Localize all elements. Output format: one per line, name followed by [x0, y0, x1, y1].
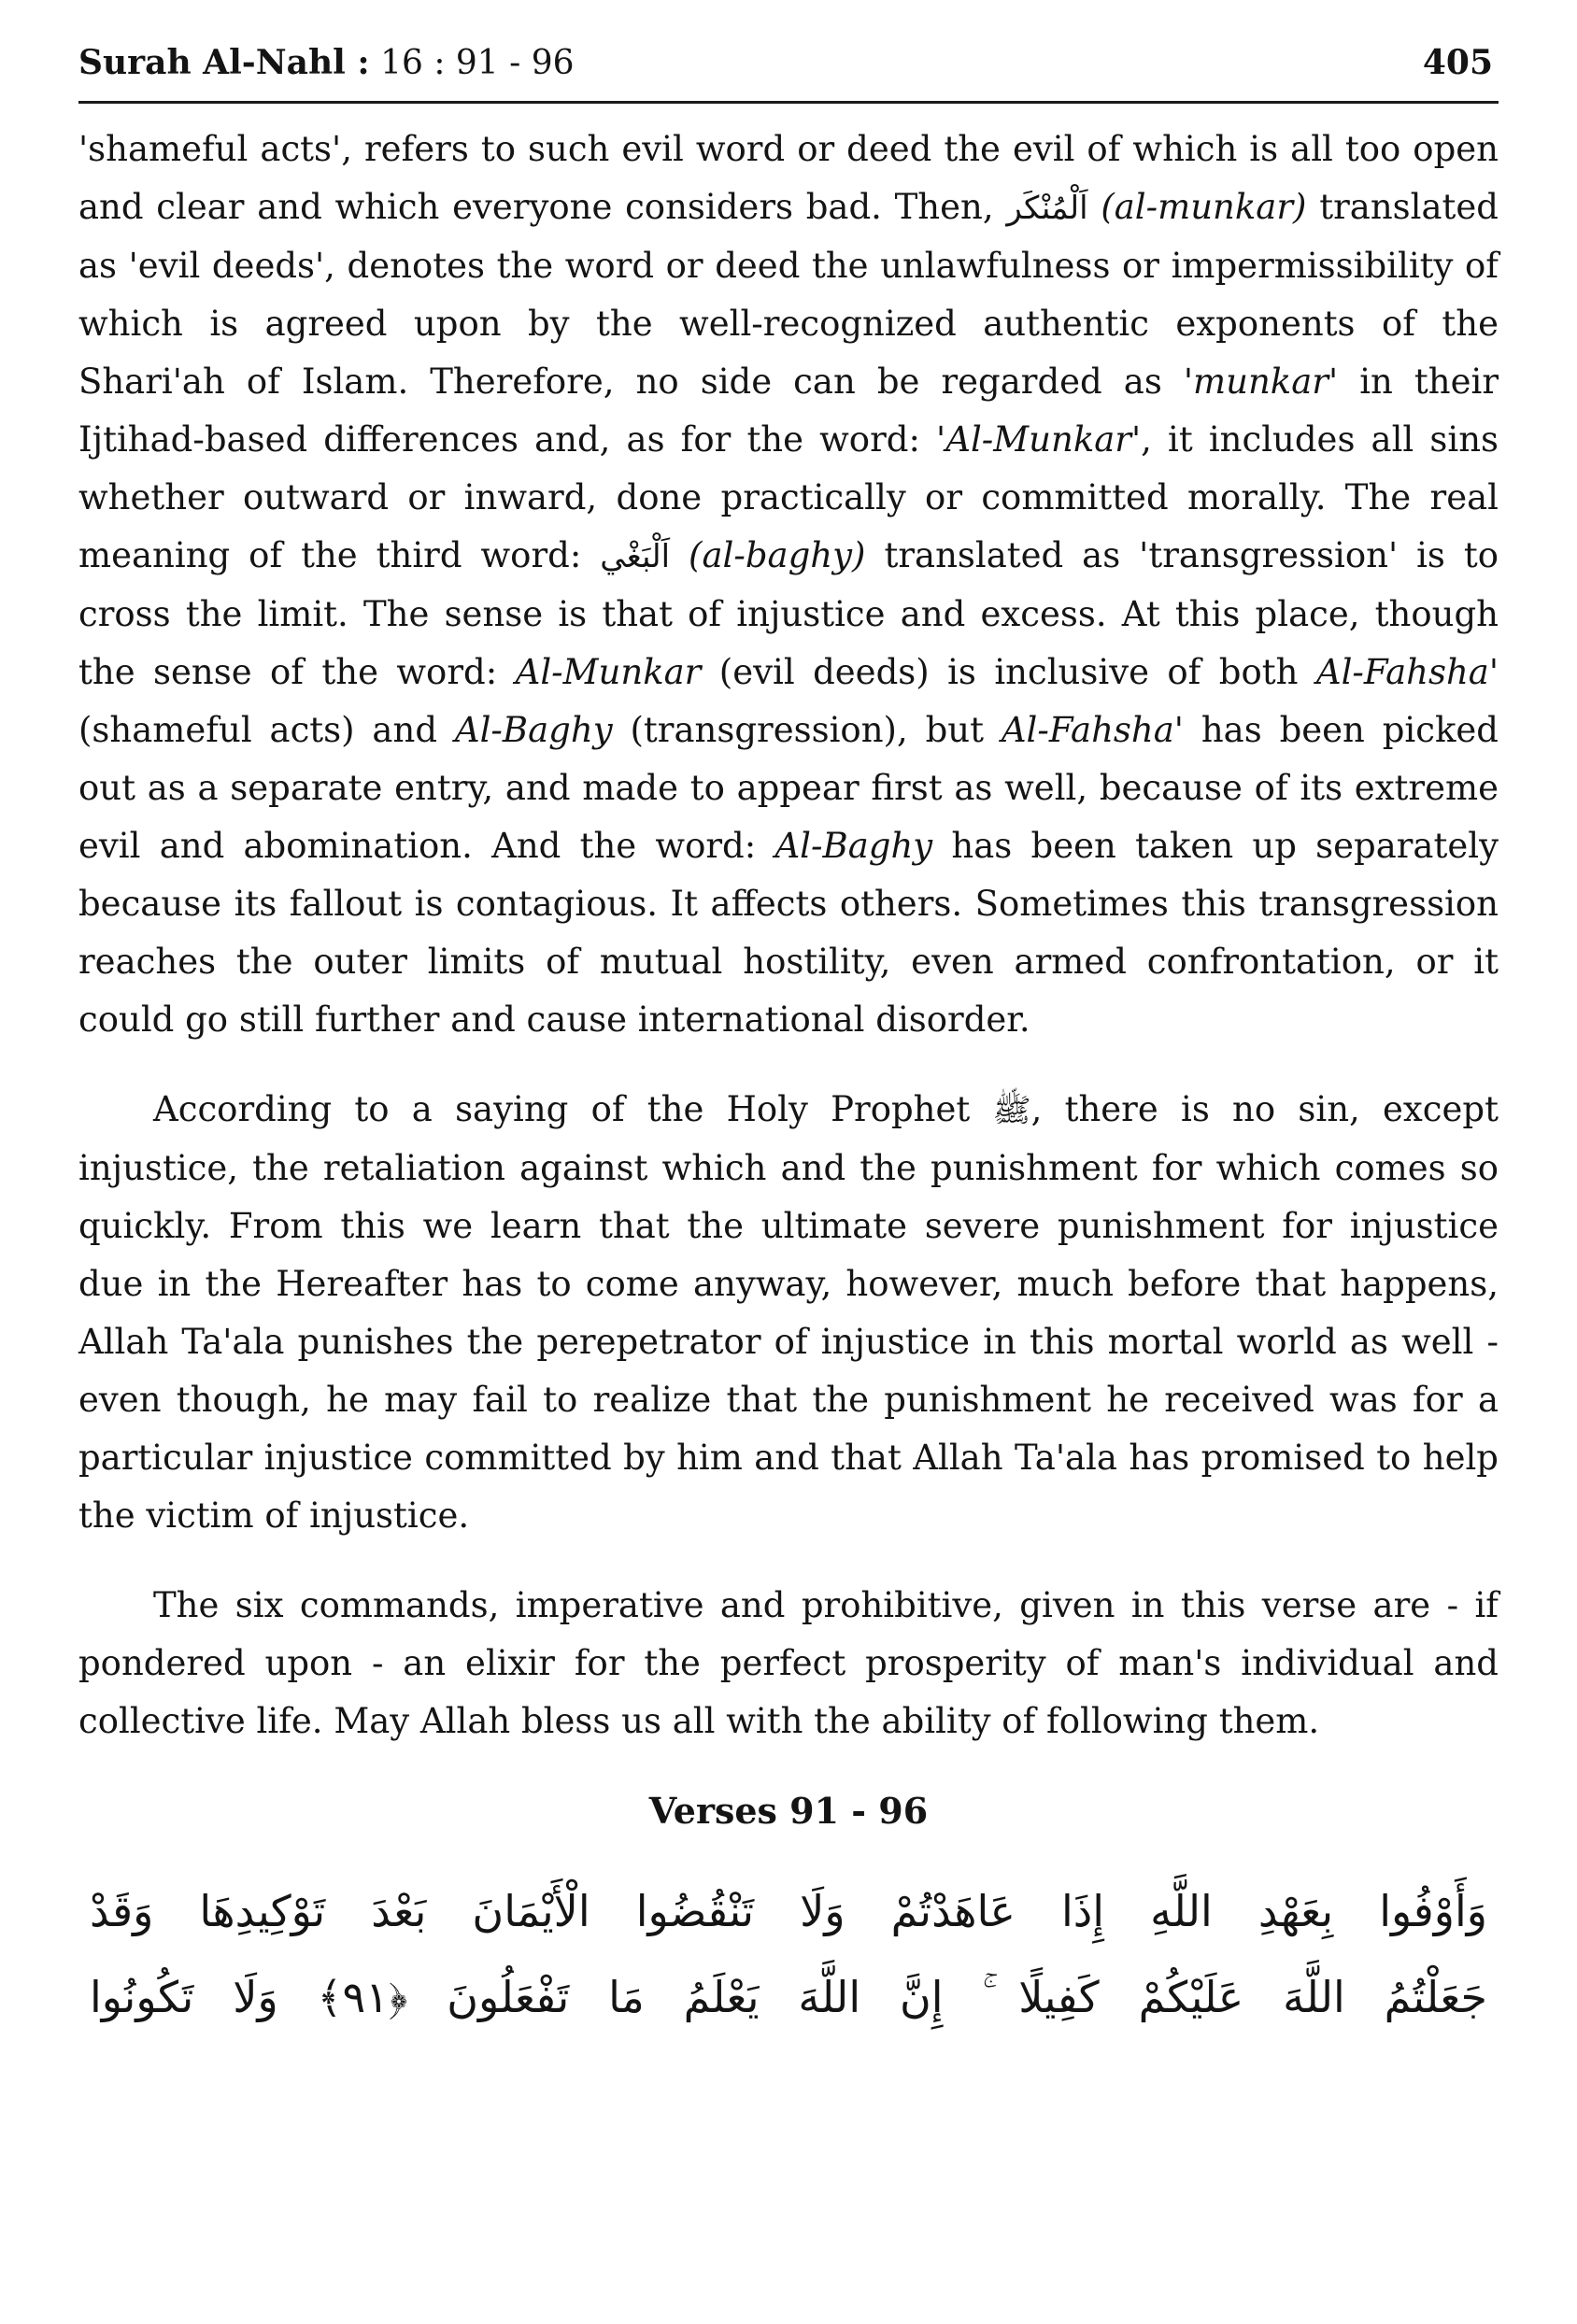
- salutation-symbol: ﷺ: [992, 1092, 1031, 1129]
- chapter-title: [78, 43, 575, 82]
- text-run: has been taken up separately because its fallout is contagious. It affects others. Sometimes this transgression reaches the outer limits of mutual hostility, even armed confrontation, or it could go still further and cause international disorder.: [78, 826, 1499, 1040]
- paragraph-1: [78, 120, 1499, 1049]
- italic-term: Al-Baghy: [454, 710, 613, 750]
- text-run: (shameful acts) and: [78, 710, 438, 750]
- transliteration: (al-baghy): [689, 535, 866, 575]
- page-number: 405: [1422, 43, 1493, 82]
- arabic-verse-line-2: جَعَلْتُمُ اللَّهَ عَلَيْكُمْ كَفِيلًا ۚ إِنَّ اللَّهَ يَعْلَمُ مَا تَفْعَلُونَ ﴿٩١﴾ وَلَا تَكُونُوا: [90, 1972, 1487, 2022]
- text-run: The six commands, imperative and prohibitive, given in this verse are - if pondered upon - an elixir for the perfect prosperity of man's individual and collective life. May Allah bless us all with the ability of following them.: [78, 1585, 1499, 1741]
- text-run: translated as 'transgression' is to cross the limit. The sense is that of injustice and excess. At this place, though the sense of the word:: [78, 535, 1499, 692]
- text-run: translated as 'evil deeds', denotes the word or deed the unlawfulness or impermissibility of which is agreed upon by the well-recognized authentic exponents of the Shari'ah of Islam. Therefore, no side can be regarded as: [78, 187, 1499, 402]
- paragraph-2: [78, 1081, 1499, 1545]
- text-run: has been picked out as a separate entry, and made to appear first as well, because of its extreme evil and abomination. And the word:: [78, 710, 1499, 866]
- text-run: 'shameful acts', refers to such evil word or deed the evil of which is all too open and clear and which everyone considers bad. Then,: [78, 129, 1499, 227]
- section-heading: Verses 91 - 96: [648, 1790, 929, 1832]
- italic-term: Al-Fahsha': [1315, 652, 1499, 692]
- arabic-verse-line-1: وَأَوْفُوا بِعَهْدِ اللَّهِ إِذَا عَاهَدْتُمْ وَلَا تَنْقُضُوا الْأَيْمَانَ بَعْدَ تَوْكِيدِهَا وَقَدْ: [90, 1886, 1487, 1936]
- text-run: (evil deeds) is inclusive of both: [718, 652, 1299, 692]
- italic-term: 'munkar': [1183, 361, 1339, 402]
- italic-term: 'Al-Munkar': [936, 419, 1142, 460]
- text-run: According to a saying of the Holy Prophet: [153, 1089, 971, 1129]
- text-run: in their Ijtihad-based differences and, as for the word:: [78, 361, 1499, 460]
- arabic-term-al-baghy: اَلْبَغْي: [600, 538, 671, 575]
- italic-term: Al-Fahsha': [1001, 710, 1184, 750]
- arabic-verse-block: [78, 1868, 1499, 2040]
- italic-term: Al-Baghy: [774, 826, 933, 866]
- book-page: [78, 37, 1499, 2298]
- text-run: , it includes all sins whether outward or inward, done practically or committed morally. The real meaning of the third word:: [78, 419, 1499, 575]
- text-run: (transgression), but: [630, 710, 984, 750]
- arabic-term-al-munkar: اَلْمُنْكَر: [1006, 190, 1088, 227]
- transliteration: (al-munkar): [1101, 187, 1307, 227]
- running-header: [78, 37, 1499, 104]
- body-text: [78, 120, 1499, 2040]
- text-run: , there is no sin, except injustice, the retaliation against which and the punishment for which comes so quickly. From this we learn that the ultimate severe punishment for injustice due in the Hereafter has to come anyway, however, much before that happens, Allah Ta'ala punishes the perepetrator of injustice in this mortal world as well - even though, he may fail to realize that the punishment he received was for a particular injustice committed by him and that Allah Ta'ala has promised to help the victim of injustice.: [78, 1089, 1499, 1536]
- verse-reference: 16 : 91 - 96: [380, 44, 575, 82]
- italic-term: Al-Munkar: [515, 652, 702, 692]
- surah-name: Surah Al-Nahl :: [78, 43, 370, 82]
- paragraph-3: [78, 1577, 1499, 1750]
